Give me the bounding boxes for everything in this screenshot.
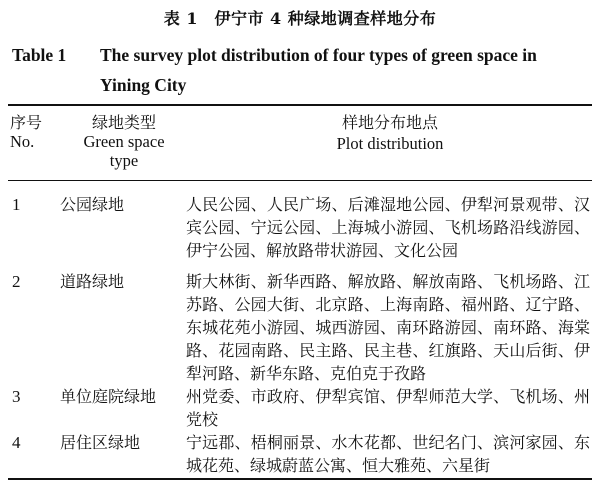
table-caption-english — [12, 40, 594, 100]
header-plot-distribution — [190, 113, 590, 153]
header-type-en-line-2: type — [109, 151, 139, 170]
header-plot-cn: 样地分布地点 — [341, 113, 438, 132]
caption-table-label: Table 1 — [12, 45, 67, 65]
row-plot-distribution: 宁远郡、梧桐丽景、水木花都、世纪名门、滨河家园、东城花苑、绿城蔚蓝公寓、恒大雅苑、六星街 — [186, 433, 590, 475]
header-number — [10, 113, 56, 151]
caption-english-title-part-1: The survey plot distribution of four types of green space in — [100, 45, 537, 65]
caption-english-title-part-2: Yining City — [100, 75, 187, 95]
header-green-space-type — [60, 113, 188, 170]
row-number: 4 — [12, 433, 21, 452]
row-green-space-type: 单位庭院绿地 — [60, 387, 157, 406]
table-header-rule — [8, 180, 592, 181]
row-number: 1 — [12, 195, 21, 214]
table-caption-chinese: 表 1 伊宁市 4 种绿地调查样地分布 — [163, 9, 437, 28]
row-green-space-type: 公园绿地 — [60, 195, 125, 214]
row-green-space-type: 居住区绿地 — [60, 433, 141, 452]
header-type-cn: 绿地类型 — [91, 113, 156, 132]
row-plot-distribution: 斯大林街、新华西路、解放路、解放南路、飞机场路、江苏路、公园大街、北京路、上海南路、福州路、辽宁路、东城花苑小游园、城西游园、南环路游园、南环路、海棠路、花园南路、民主路、民主巷、红旗路、天山后街、伊犁河路、新华东路、克伯克于孜路 — [186, 272, 590, 383]
header-number-cn: 序号 — [10, 113, 43, 132]
row-plot-distribution: 州党委、市政府、伊犁宾馆、伊犁师范大学、飞机场、州党校 — [186, 387, 590, 429]
header-number-en: No. — [10, 132, 35, 151]
row-plot-distribution: 人民公园、人民广场、后滩湿地公园、伊犁河景观带、汉宾公园、宁远公园、上海城小游园、飞机场路沿线游园、伊宁公园、解放路带状游园、文化公园 — [186, 195, 590, 260]
row-number: 3 — [12, 387, 21, 406]
table-top-rule — [8, 104, 592, 106]
row-number: 2 — [12, 272, 21, 291]
caption-english-line-1 — [12, 40, 594, 70]
header-plot-en: Plot distribution — [336, 134, 444, 153]
row-green-space-type: 道路绿地 — [60, 272, 125, 291]
header-type-en-line-1: Green space — [83, 132, 165, 151]
